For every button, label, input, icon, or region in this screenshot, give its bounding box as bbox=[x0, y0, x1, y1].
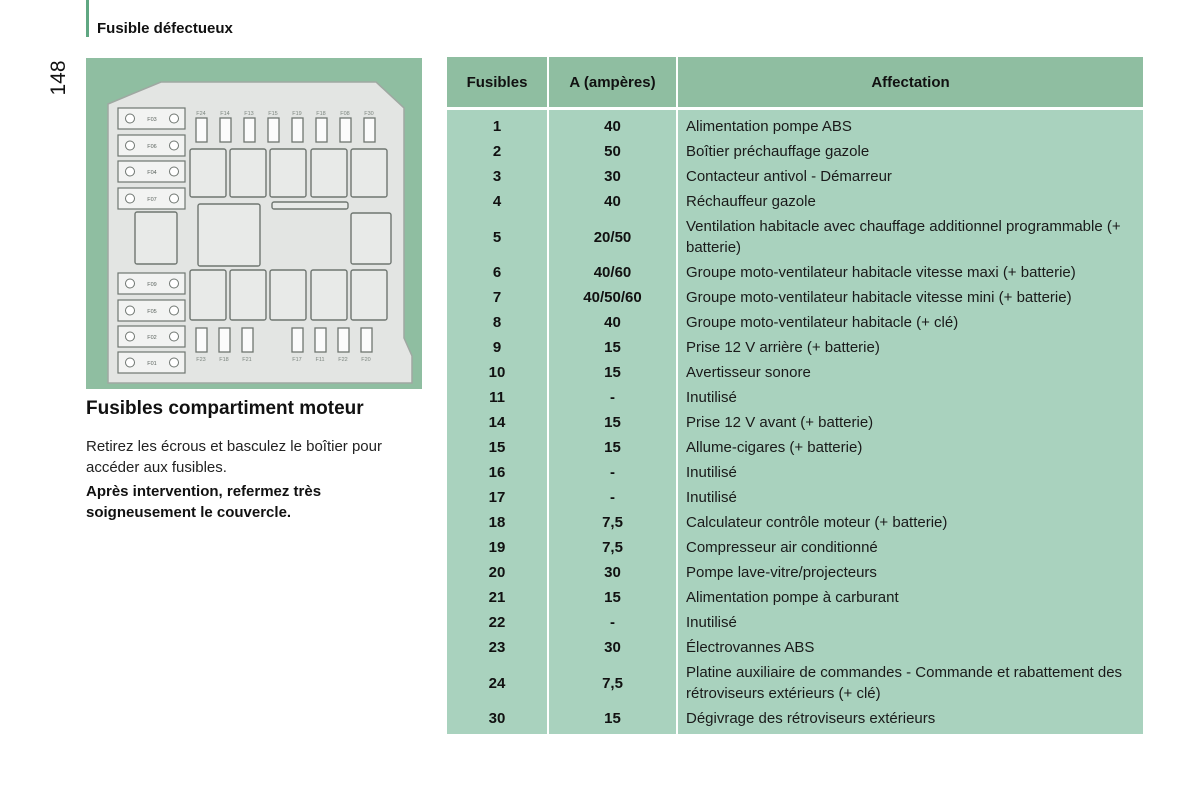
assignment-cell: Pompe lave-vitre/projecteurs bbox=[678, 560, 1143, 585]
fuse-number-cell: 11 bbox=[447, 385, 549, 410]
table-row bbox=[447, 139, 1143, 164]
relay-bottom bbox=[351, 270, 387, 320]
relay-left bbox=[135, 212, 177, 264]
assignment-cell: Prise 12 V arrière (+ batterie) bbox=[678, 335, 1143, 360]
amperage-cell: 15 bbox=[549, 435, 678, 460]
amperage-cell: 15 bbox=[549, 585, 678, 610]
fuse-number-cell: 20 bbox=[447, 560, 549, 585]
top-fuse bbox=[268, 118, 279, 142]
table-row bbox=[447, 635, 1143, 660]
fuse-number-cell: 22 bbox=[447, 610, 549, 635]
table-row bbox=[447, 435, 1143, 460]
page-number-text: 148 bbox=[47, 60, 70, 96]
amperage-cell: 40/60 bbox=[549, 260, 678, 285]
table-row bbox=[447, 335, 1143, 360]
fuse-number-cell: 2 bbox=[447, 139, 549, 164]
amperage-cell: 30 bbox=[549, 635, 678, 660]
relay-top bbox=[190, 149, 226, 197]
assignment-cell: Réchauffeur gazole bbox=[678, 189, 1143, 214]
assignment-cell: Alimentation pompe à carburant bbox=[678, 585, 1143, 610]
fuse-table bbox=[447, 57, 1143, 734]
amperage-cell: 15 bbox=[549, 360, 678, 385]
table-row bbox=[447, 535, 1143, 560]
table-row bbox=[447, 585, 1143, 610]
amperage-cell: - bbox=[549, 460, 678, 485]
subtitle: Fusibles compartiment moteur bbox=[86, 398, 364, 419]
fuse-number-cell: 23 bbox=[447, 635, 549, 660]
header-assignment: Affectation bbox=[678, 57, 1143, 110]
header-fuse: Fusibles bbox=[447, 57, 549, 110]
page-number bbox=[44, 58, 74, 98]
fuse-screw-left bbox=[126, 141, 135, 150]
fuse-number-cell: 6 bbox=[447, 260, 549, 285]
top-fuse bbox=[196, 118, 207, 142]
table-row bbox=[447, 214, 1143, 260]
left-fuse-label: F01 bbox=[147, 361, 157, 367]
fuse-screw-right bbox=[170, 194, 179, 203]
assignment-cell: Groupe moto-ventilateur habitacle (+ clé) bbox=[678, 310, 1143, 335]
fuse-screw-right bbox=[170, 358, 179, 367]
table-row bbox=[447, 164, 1143, 189]
fuse-number-cell: 18 bbox=[447, 510, 549, 535]
left-fuse-label: F03 bbox=[147, 117, 157, 123]
header-amps: A (ampères) bbox=[549, 57, 678, 110]
amperage-cell: 15 bbox=[549, 706, 678, 734]
bottom-fuse bbox=[315, 328, 326, 352]
assignment-cell: Groupe moto-ventilateur habitacle vitesse maxi (+ batterie) bbox=[678, 260, 1143, 285]
table-row bbox=[447, 285, 1143, 310]
relay-bottom bbox=[270, 270, 306, 320]
relay-top bbox=[270, 149, 306, 197]
bottom-fuse bbox=[196, 328, 207, 352]
assignment-cell: Électrovannes ABS bbox=[678, 635, 1143, 660]
top-fuse bbox=[364, 118, 375, 142]
amperage-cell: 7,5 bbox=[549, 660, 678, 706]
fuse-screw-left bbox=[126, 358, 135, 367]
assignment-cell: Allume-cigares (+ batterie) bbox=[678, 435, 1143, 460]
warning-paragraph: Après intervention, refermez très soigneusement le couvercle. bbox=[86, 483, 322, 521]
assignment-cell: Inutilisé bbox=[678, 385, 1143, 410]
section-title: Fusible défectueux bbox=[97, 20, 233, 37]
table-row bbox=[447, 189, 1143, 214]
assignment-cell: Boîtier préchauffage gazole bbox=[678, 139, 1143, 164]
left-fuse-label: F06 bbox=[147, 144, 157, 150]
amperage-cell: 50 bbox=[549, 139, 678, 164]
bottom-fuse-label: F11 bbox=[315, 357, 325, 363]
relay-bottom bbox=[311, 270, 347, 320]
relay-bottom bbox=[190, 270, 226, 320]
top-fuse bbox=[340, 118, 351, 142]
top-fuse bbox=[316, 118, 327, 142]
relay-large bbox=[198, 204, 260, 266]
table-row bbox=[447, 706, 1143, 734]
bottom-fuse bbox=[338, 328, 349, 352]
assignment-cell: Prise 12 V avant (+ batterie) bbox=[678, 410, 1143, 435]
fuse-number-cell: 15 bbox=[447, 435, 549, 460]
bottom-fuse bbox=[361, 328, 372, 352]
table-row bbox=[447, 360, 1143, 385]
table-row bbox=[447, 510, 1143, 535]
relay-right bbox=[351, 213, 391, 264]
top-fuse bbox=[244, 118, 255, 142]
fuse-screw-right bbox=[170, 141, 179, 150]
fuse-screw-right bbox=[170, 279, 179, 288]
bottom-fuse-label: F22 bbox=[338, 357, 348, 363]
bottom-fuse bbox=[242, 328, 253, 352]
amperage-cell: 20/50 bbox=[549, 214, 678, 260]
fuse-screw-left bbox=[126, 279, 135, 288]
top-fuse-label: F24 bbox=[196, 111, 206, 117]
assignment-cell: Contacteur antivol - Démarreur bbox=[678, 164, 1143, 189]
fuse-number-cell: 9 bbox=[447, 335, 549, 360]
fuse-number-cell: 19 bbox=[447, 535, 549, 560]
accent-bar bbox=[86, 0, 89, 37]
left-fuse-label: F05 bbox=[147, 309, 157, 315]
relay-bottom bbox=[230, 270, 266, 320]
left-fuse-label: F04 bbox=[147, 170, 157, 176]
fuse-screw-left bbox=[126, 167, 135, 176]
fuse-screw-left bbox=[126, 306, 135, 315]
left-fuse-label: F07 bbox=[147, 197, 157, 203]
relay-top bbox=[311, 149, 347, 197]
amperage-cell: 30 bbox=[549, 164, 678, 189]
bottom-fuse-label: F18 bbox=[219, 357, 229, 363]
fuse-number-cell: 5 bbox=[447, 214, 549, 260]
amperage-cell: - bbox=[549, 385, 678, 410]
fuse-number-cell: 16 bbox=[447, 460, 549, 485]
fuse-number-cell: 4 bbox=[447, 189, 549, 214]
table-row bbox=[447, 460, 1143, 485]
amperage-cell: 30 bbox=[549, 560, 678, 585]
top-fuse bbox=[292, 118, 303, 142]
table-row bbox=[447, 385, 1143, 410]
amperage-cell: 7,5 bbox=[549, 535, 678, 560]
table-row bbox=[447, 410, 1143, 435]
assignment-cell: Inutilisé bbox=[678, 610, 1143, 635]
bottom-fuse bbox=[219, 328, 230, 352]
fuse-number-cell: 10 bbox=[447, 360, 549, 385]
top-fuse-label: F19 bbox=[292, 111, 302, 117]
fuse-number-cell: 14 bbox=[447, 410, 549, 435]
amperage-cell: 40 bbox=[549, 110, 678, 139]
table-row bbox=[447, 610, 1143, 635]
bottom-fuse-label: F21 bbox=[242, 357, 252, 363]
fuse-screw-left bbox=[126, 114, 135, 123]
top-fuse-label: F18 bbox=[316, 111, 326, 117]
fuse-screw-left bbox=[126, 332, 135, 341]
table-row bbox=[447, 260, 1143, 285]
top-fuse bbox=[220, 118, 231, 142]
amperage-cell: - bbox=[549, 485, 678, 510]
assignment-cell: Inutilisé bbox=[678, 460, 1143, 485]
assignment-cell: Platine auxiliaire de commandes - Commande et rabattement des rétroviseurs extérieurs (+ clé) bbox=[678, 660, 1143, 706]
top-fuse-label: F08 bbox=[340, 111, 350, 117]
amperage-cell: 15 bbox=[549, 410, 678, 435]
amperage-cell: 40/50/60 bbox=[549, 285, 678, 310]
table-header-row bbox=[447, 57, 1143, 110]
top-fuse-label: F14 bbox=[220, 111, 230, 117]
table-row bbox=[447, 310, 1143, 335]
instruction-paragraph: Retirez les écrous et basculez le boîtier pour accéder aux fusibles. bbox=[86, 438, 382, 476]
bottom-fuse-label: F17 bbox=[292, 357, 302, 363]
assignment-cell: Inutilisé bbox=[678, 485, 1143, 510]
left-fuse-label: F09 bbox=[147, 282, 157, 288]
fuse-number-cell: 17 bbox=[447, 485, 549, 510]
left-fuse-label: F02 bbox=[147, 335, 157, 341]
bottom-fuse-label: F20 bbox=[361, 357, 371, 363]
assignment-cell: Ventilation habitacle avec chauffage additionnel programmable (+ batterie) bbox=[678, 214, 1143, 260]
fuse-number-cell: 21 bbox=[447, 585, 549, 610]
fuse-number-cell: 3 bbox=[447, 164, 549, 189]
assignment-cell: Dégivrage des rétroviseurs extérieurs bbox=[678, 706, 1143, 734]
assignment-cell: Avertisseur sonore bbox=[678, 360, 1143, 385]
amperage-cell: 40 bbox=[549, 310, 678, 335]
fuse-box-illustration bbox=[86, 58, 422, 389]
table-row bbox=[447, 560, 1143, 585]
assignment-cell: Alimentation pompe ABS bbox=[678, 110, 1143, 139]
fuse-screw-right bbox=[170, 114, 179, 123]
fuse-screw-right bbox=[170, 167, 179, 176]
assignment-cell: Compresseur air conditionné bbox=[678, 535, 1143, 560]
top-fuse-label: F30 bbox=[364, 111, 374, 117]
fuse-number-cell: 24 bbox=[447, 660, 549, 706]
fuse-screw-right bbox=[170, 306, 179, 315]
table-row bbox=[447, 660, 1143, 706]
fuse-screw-right bbox=[170, 332, 179, 341]
top-fuse-label: F15 bbox=[268, 111, 278, 117]
relay-top bbox=[351, 149, 387, 197]
top-fuse-label: F13 bbox=[244, 111, 254, 117]
table-row bbox=[447, 485, 1143, 510]
bottom-fuse-label: F23 bbox=[196, 357, 206, 363]
amperage-cell: 15 bbox=[549, 335, 678, 360]
fuse-number-cell: 8 bbox=[447, 310, 549, 335]
amperage-cell: - bbox=[549, 610, 678, 635]
bottom-fuse bbox=[292, 328, 303, 352]
amperage-cell: 40 bbox=[549, 189, 678, 214]
fuse-box-diagram bbox=[86, 58, 422, 389]
fuse-screw-left bbox=[126, 194, 135, 203]
assignment-cell: Groupe moto-ventilateur habitacle vitesse mini (+ batterie) bbox=[678, 285, 1143, 310]
table-row bbox=[447, 110, 1143, 139]
fuse-number-cell: 30 bbox=[447, 706, 549, 734]
fuse-number-cell: 7 bbox=[447, 285, 549, 310]
relay-top bbox=[230, 149, 266, 197]
relay-strip bbox=[272, 202, 348, 209]
fuse-number-cell: 1 bbox=[447, 110, 549, 139]
amperage-cell: 7,5 bbox=[549, 510, 678, 535]
assignment-cell: Calculateur contrôle moteur (+ batterie) bbox=[678, 510, 1143, 535]
